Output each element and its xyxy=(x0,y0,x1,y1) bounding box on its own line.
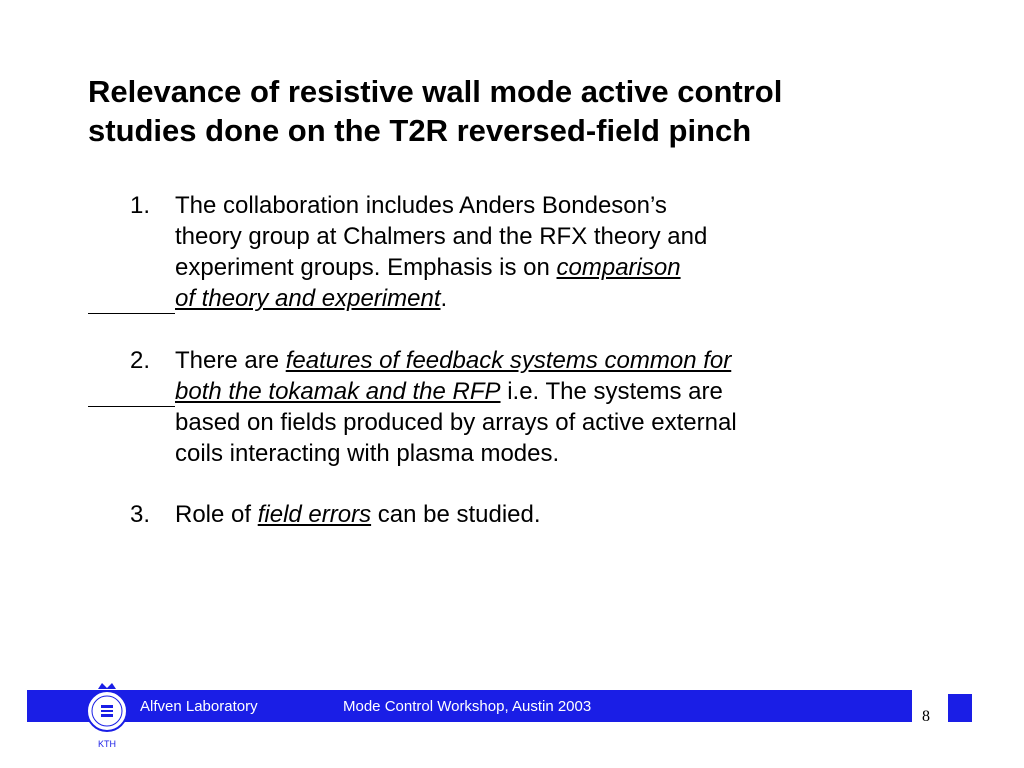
item-line: of theory and experiment. xyxy=(175,285,448,312)
item-body xyxy=(175,499,855,530)
underline-rule xyxy=(88,313,175,314)
item-line: There are features of feedback systems common for xyxy=(175,347,732,374)
kth-logo xyxy=(84,681,130,757)
item-body xyxy=(175,345,855,469)
item-number: 1. xyxy=(130,192,151,219)
page-number: 8 xyxy=(922,708,930,725)
emphasis-text: comparison xyxy=(556,254,681,281)
item-line: The collaboration includes Anders Bondeson’s xyxy=(175,192,667,219)
emphasis-text: both the tokamak and the RFP xyxy=(175,378,501,405)
item-line: both the tokamak and the RFP i.e. The systems are xyxy=(175,378,723,405)
item-line: based on fields produced by arrays of active external xyxy=(175,409,737,436)
kth-seal-icon xyxy=(84,681,130,739)
underline-rule xyxy=(88,406,175,407)
footer-center-text: Mode Control Workshop, Austin 2003 xyxy=(343,698,592,715)
item-body xyxy=(175,190,855,314)
item-line: theory group at Chalmers and the RFX theory and xyxy=(175,223,708,250)
title-line-2: studies done on the T2R reversed-field pinch xyxy=(88,113,752,148)
slide-title xyxy=(88,72,948,150)
emphasis-text: field errors xyxy=(257,501,372,528)
item-number: 3. xyxy=(130,501,151,528)
item-line: experiment groups. Emphasis is on comparison xyxy=(175,254,681,281)
emphasis-text: features of feedback systems common for xyxy=(285,347,732,374)
emphasis-text: of theory and experiment xyxy=(175,285,441,312)
logo-label: KTH xyxy=(98,739,116,749)
title-line-1: Relevance of resistive wall mode active control xyxy=(88,74,783,109)
item-line: coils interacting with plasma modes. xyxy=(175,440,560,467)
corner-square xyxy=(948,694,972,722)
footer-left-text: Alfven Laboratory xyxy=(140,698,258,715)
item-line: Role of field errors can be studied. xyxy=(175,501,541,528)
item-number: 2. xyxy=(130,347,151,374)
